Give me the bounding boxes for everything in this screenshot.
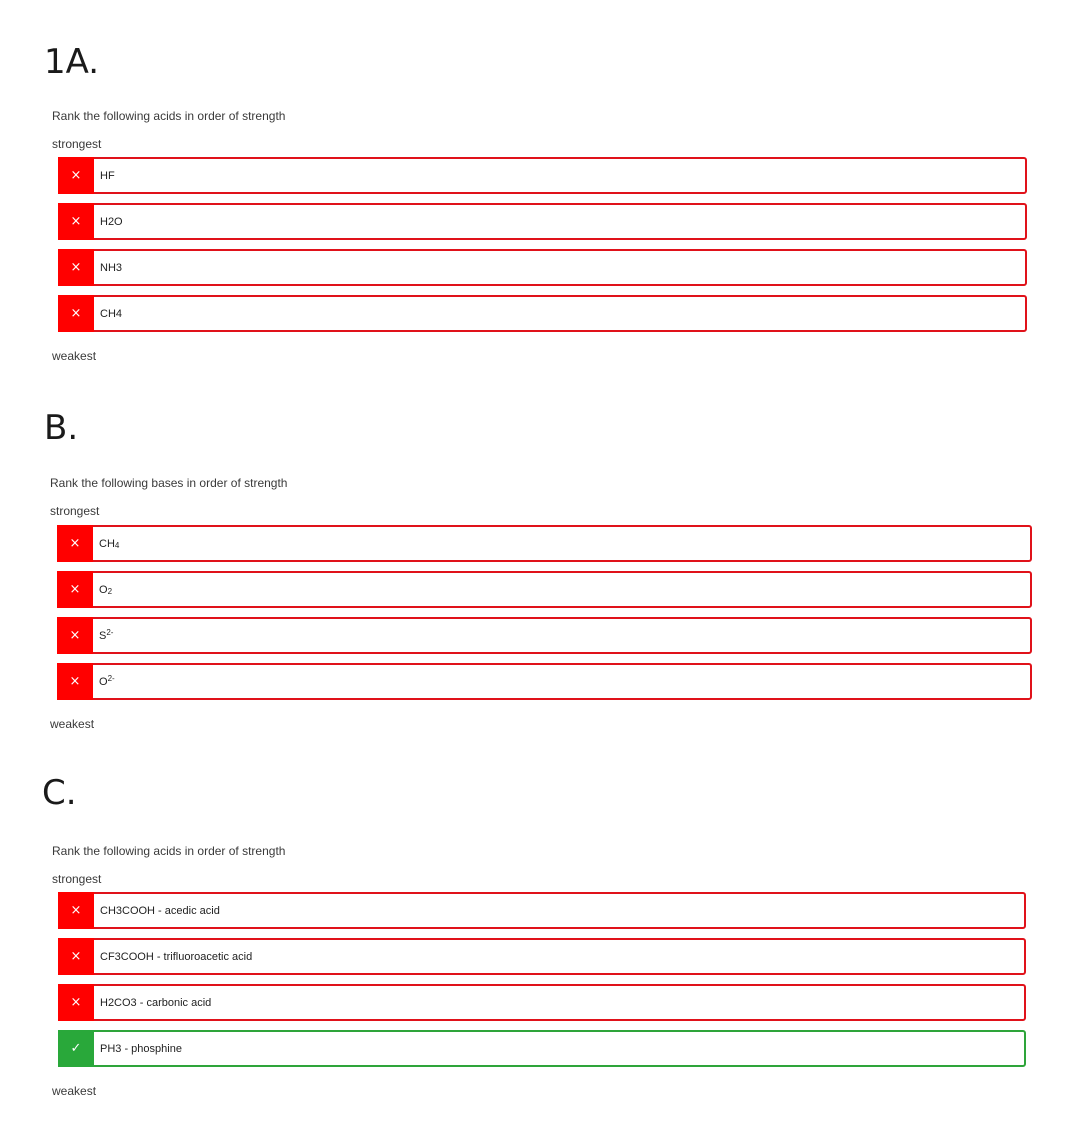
close-icon: × [57,617,93,654]
rank-item-label: CH $_4$ [99,537,120,550]
rank-item-label: PH3 - phosphine [100,1042,182,1055]
close-icon: × [58,157,94,194]
close-icon: × [58,295,94,332]
rank-item-label: H2CO3 - carbonic acid [100,996,212,1009]
rank-item-label: H2O [100,215,123,228]
section-heading: 1A. [44,42,100,82]
rank-item-label: CF3COOH - trifluoroacetic acid [100,950,253,963]
weakest-label: weakest [50,717,95,731]
rank-item-label: NH3 [100,261,123,274]
rank-item[interactable] [58,984,1026,1021]
close-icon: × [58,938,94,975]
rank-item-label: HF [100,169,115,182]
rank-item[interactable] [57,571,1032,608]
question-prompt: Rank the following bases in order of strength [50,476,288,490]
strongest-label: strongest [52,137,102,151]
close-icon: × [58,249,94,286]
close-icon: × [58,892,94,929]
question-prompt: Rank the following acids in order of strength [52,109,286,123]
close-icon: × [57,525,93,562]
rank-item[interactable] [57,663,1032,700]
rank-item[interactable] [58,938,1026,975]
rank-item-label: CH3COOH - acedic acid [100,904,220,917]
rank-item[interactable] [58,157,1027,194]
rank-item[interactable] [58,203,1027,240]
weakest-label: weakest [52,1084,97,1098]
strongest-label: strongest [50,504,100,518]
section-heading: B. [44,408,79,448]
section-heading: C. [42,773,77,813]
check-icon: ✓ [58,1030,94,1067]
question-prompt: Rank the following acids in order of strength [52,844,286,858]
rank-item[interactable] [57,617,1032,654]
rank-item-label: O $^{2-}$ [99,674,115,688]
rank-item-label: O $_2$ [99,583,113,596]
rank-item[interactable] [58,249,1027,286]
rank-item[interactable] [58,295,1027,332]
strongest-label: strongest [52,872,102,886]
weakest-label: weakest [52,349,97,363]
close-icon: × [57,663,93,700]
rank-item-label: S $^{2-}$ [99,628,114,642]
rank-item[interactable] [57,525,1032,562]
close-icon: × [57,571,93,608]
close-icon: × [58,984,94,1021]
rank-item-label: CH4 [100,307,123,320]
close-icon: × [58,203,94,240]
rank-item[interactable] [58,892,1026,929]
rank-item[interactable] [58,1030,1026,1067]
